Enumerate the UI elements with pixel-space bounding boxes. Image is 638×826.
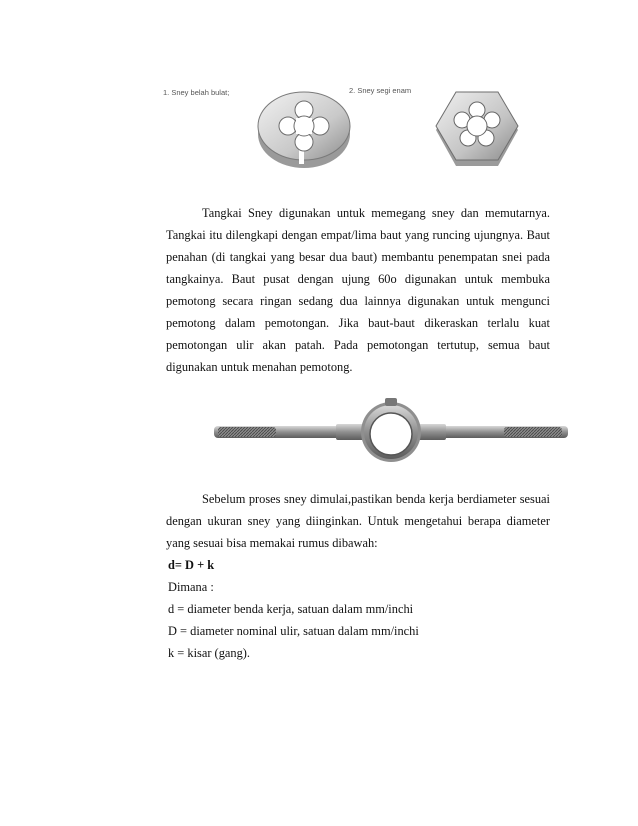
figure-label-hex-die: 2. Sney segi enam	[349, 86, 412, 95]
paragraph-die-handle	[166, 202, 550, 378]
round-split-die-illustration	[252, 84, 356, 172]
formula-block	[168, 554, 419, 664]
paragraph-text: Sebelum proses sney dimulai,pastikan benda kerja berdiameter sesuai dengan ukuran sney yang diinginkan. Untuk mengetahui berapa diameter yang sesuai bisa memakai rumus dibawah:	[166, 492, 550, 550]
definition-D: D = diameter nominal ulir, satuan dalam mm/inchi	[168, 624, 419, 638]
formula: d= D + k	[168, 558, 215, 572]
paragraph-text: Tangkai Sney digunakan untuk memegang sney dan memutarnya. Tangkai itu dilengkapi dengan empat/lima baut yang runcing ujungnya. Baut penahan (di tangkai yang besar dua baut) membantu penempatan snei pada tangkainya. Baut pusat dengan ujung 60o digunakan untuk membuka pemotong secara ringan sedang dua lainnya digunakan untuk mengunci pemotong dalam pemotongan. Jika baut-baut dikeraskan terlalu kuat pemotongan ulir akan patah. Pada pemotongan tertutup, semua baut digunakan untuk menahan pemotong.	[166, 206, 550, 374]
paragraph-diameter	[166, 488, 550, 554]
hex-die-illustration	[434, 88, 520, 172]
definition-d: d = diameter benda kerja, satuan dalam mm/inchi	[168, 602, 414, 616]
figure-label-round-die: 1. Sney belah bulat;	[163, 88, 230, 97]
die-handle-illustration	[210, 396, 572, 462]
dimana-label: Dimana :	[168, 580, 214, 594]
definition-k: k = kisar (gang).	[168, 646, 250, 660]
